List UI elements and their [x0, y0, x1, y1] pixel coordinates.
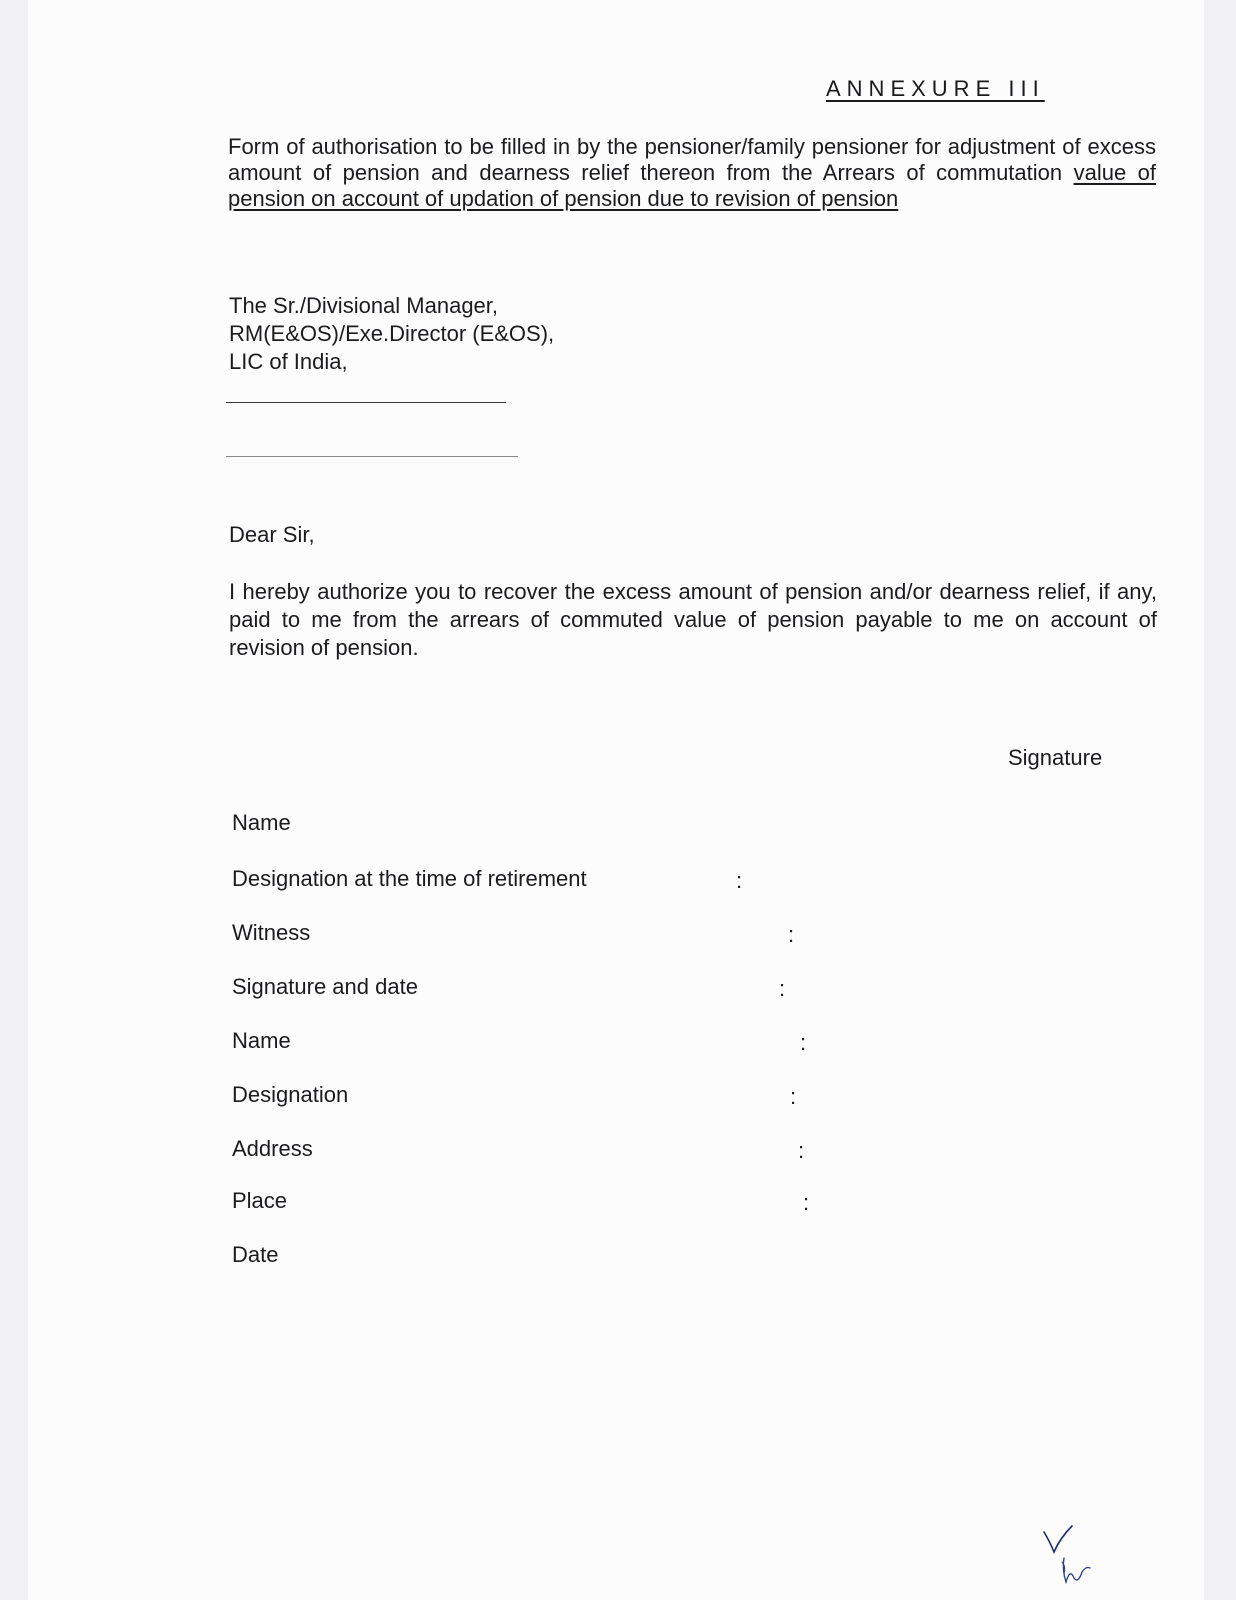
field-colon: : — [798, 1138, 805, 1163]
address-blank-line-2[interactable] — [226, 456, 518, 457]
authorization-text: I hereby authorize you to recover the excess amount of pension and/or dearness relief, if any, paid to me from the arrears of commuted value of pension payable to me on account of revision of pension. — [229, 579, 1157, 660]
form-description — [228, 134, 1156, 212]
annexure-heading: ANNEXURE III — [826, 76, 1045, 101]
field-label-address: Address — [232, 1136, 313, 1161]
field-colon: : — [790, 1084, 797, 1109]
form-description-underlined: value of pension on account of updation of pension due to revision of pension — [228, 160, 1156, 211]
field-colon: : — [779, 976, 786, 1001]
signature-label: Signature — [1008, 745, 1103, 770]
field-colon: : — [803, 1190, 810, 1215]
document-page — [28, 0, 1204, 1600]
address-line-3: LIC of India, — [229, 349, 348, 374]
field-label-signature-date: Signature and date — [232, 974, 418, 999]
field-label-name: Name — [232, 810, 291, 835]
address-line-1: The Sr./Divisional Manager, — [229, 293, 499, 318]
field-colon: : — [800, 1030, 807, 1055]
field-label-witness: Witness — [232, 920, 311, 945]
initials-mark-icon — [1040, 1522, 1110, 1590]
field-colon: : — [736, 868, 743, 893]
address-blank-line-1[interactable] — [226, 402, 506, 403]
field-label-designation-retirement: Designation at the time of retirement — [232, 866, 587, 891]
address-line-2: RM(E&OS)/Exe.Director (E&OS), — [229, 321, 555, 346]
field-label-designation: Designation — [232, 1082, 349, 1107]
form-description-text: Form of authorisation to be filled in by the pensioner/family pensioner for adjustment of excess amount of pension and dearness relief thereon from the Arrears of commutation — [228, 134, 1156, 185]
field-label-place: Place — [232, 1188, 288, 1213]
field-label-date: Date — [232, 1242, 279, 1267]
field-label-witness-name: Name — [232, 1028, 291, 1053]
field-colon: : — [788, 922, 795, 947]
salutation: Dear Sir, — [229, 522, 315, 547]
